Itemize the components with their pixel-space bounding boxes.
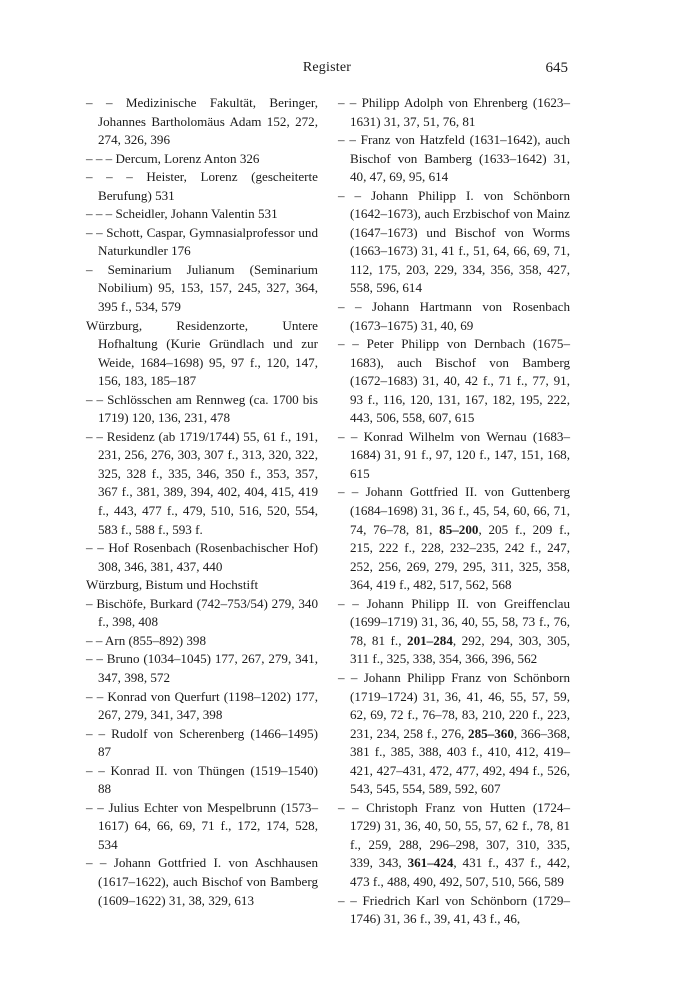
index-entry xyxy=(338,892,570,929)
main-reference-pages: 85–200 xyxy=(439,521,479,537)
index-entry xyxy=(86,799,318,855)
main-reference-pages: 201–284 xyxy=(407,632,453,648)
index-entry-text: – – Medizinische Fakultät, Beringer, Johannes Bartholomäus Adam 152, 272, 274, 326, 396 xyxy=(86,95,318,148)
index-entry xyxy=(86,854,318,910)
index-entry xyxy=(338,483,570,594)
index-entry xyxy=(338,799,570,892)
index-entry xyxy=(86,539,318,576)
index-entry-text: – – Friedrich Karl von Schönborn (1729–1746) 31, 36 f., 39, 41, 43 f., 46, xyxy=(338,892,570,927)
index-entry xyxy=(86,205,318,224)
index-entry xyxy=(86,391,318,428)
index-entry xyxy=(338,298,570,335)
index-entry xyxy=(86,428,318,539)
index-entry-text: – – Konrad von Querfurt (1198–1202) 177, 267, 279, 341, 347, 398 xyxy=(86,688,318,723)
index-entry-text: – – – Scheidler, Johann Valentin 531 xyxy=(86,206,278,222)
index-entry-text: – – Philipp Adolph von Ehrenberg (1623–1631) 31, 37, 51, 76, 81 xyxy=(338,95,570,129)
index-entry xyxy=(86,632,318,651)
index-entry xyxy=(338,595,570,669)
index-entry xyxy=(86,762,318,799)
index-entry-text: – – Bruno (1034–1045) 177, 267, 279, 341, 347, 398, 572 xyxy=(86,651,318,685)
index-entry-text: – – Franz von Hatzfeld (1631–1642), auch Bischof von Bamberg (1633–1642) 31, 40, 47, 69, 95, 614 xyxy=(338,132,570,185)
index-entry xyxy=(86,650,318,687)
index-entry-text: – – – Dercum, Lorenz Anton 326 xyxy=(86,150,260,166)
index-entry-text: Würzburg, Bistum und Hochstift xyxy=(86,577,259,593)
index-entry xyxy=(86,94,318,150)
index-entry-text: – – Konrad Wilhelm von Wernau (1683–1684) 31, 91 f., 97, 120 f., 147, 151, 168, 615 xyxy=(338,428,570,481)
index-entry-text: – – Johann Philipp II. von Greiffenclau (1699–1719) 31, 36, 40, 55, 58, 73 f., 76, 78, 81 f., xyxy=(338,595,570,648)
index-entry-text: , 431 f., 437 f., 442, 473 f., 488, 490, 492, 507, 510, 566, 589 xyxy=(350,855,570,889)
running-title: Register xyxy=(302,60,352,75)
index-entry-text: – – Johann Gottfried II. von Guttenberg (1684–1698) 31, 36 f., 45, 54, 60, 66, 71, 74, 76–78, 81, xyxy=(338,484,570,537)
index-entry-text: , 366–368, 381 f., 385, 388, 403 f., 410, 412, 419–421, 427–431, 472, 477, 492, 494 f., 526, 543, 545, 554, 589, 592, 607 xyxy=(350,725,570,797)
main-reference-pages: 361–424 xyxy=(407,855,454,871)
index-entry-text: – – Johann Gottfried I. von Aschhausen (1617–1622), auch Bischof von Bamberg (1609–1622) 31, 38, 329, 613 xyxy=(86,855,318,908)
index-entry-text: – – Johann Hartmann von Rosenbach (1673–1675) 31, 40, 69 xyxy=(338,299,570,333)
main-reference-pages: 285–360 xyxy=(468,725,514,741)
index-entry-text: – – Johann Philipp Franz von Schönborn (1719–1724) 31, 36, 41, 46, 55, 57, 59, 62, 69, 72 f., 76–78, 83, 210, 220 f., 223, 231, 234, 258 f., 276, xyxy=(338,669,570,741)
index-entry-text: , 205 f., 209 f., 215, 222 f., 228, 232–235, 242 f., 247, 252, 256, 269, 279, 295, 311, 325, 358, 364, 419 f., 482, 517, 562, 568 xyxy=(350,521,571,593)
index-entry-text: – – Johann Philipp I. von Schönborn (1642–1673), auch Erzbischof von Mainz (1647–1673) und Bischof von Worms (1663–1673) 31, 41 f., 51, 64, 66, 69, 71, 112, 175, 203, 229, 334, 356, 358, 427, 558, 596, 614 xyxy=(338,187,570,296)
index-entry xyxy=(338,131,570,187)
index-entry-text: – – – Heister, Lorenz (gescheiterte Berufung) 531 xyxy=(86,169,318,203)
index-entry xyxy=(86,576,318,595)
index-entry-text: Würzburg, Residenzorte, Untere Hofhaltung (Kurie Gründlach und zur Weide, 1684–1698) 95, 97 f., 120, 147, 156, 183, 185–187 xyxy=(86,317,318,389)
index-entry-text: – – Peter Philipp von Dernbach (1675–1683), auch Bischof von Bamberg (1672–1683) 31, 40, 42 f., 71 f., 77, 91, 93 f., 116, 120, 131, 167, 182, 195, 222, 443, 506, 558, 607, 615 xyxy=(338,336,570,426)
index-entry xyxy=(338,94,570,131)
index-entry xyxy=(338,187,570,298)
index-entry xyxy=(86,595,318,632)
index-entry-text: – – Schlösschen am Rennweg (ca. 1700 bis 1719) 120, 136, 231, 478 xyxy=(86,391,318,426)
index-column-right xyxy=(338,94,570,929)
index-column-left xyxy=(86,94,318,910)
index-entry-text: – Bischöfe, Burkard (742–753/54) 279, 340 f., 398, 408 xyxy=(86,595,318,630)
index-entry-text: – – Konrad II. von Thüngen (1519–1540) 88 xyxy=(86,762,318,797)
index-entry-text: – – Schott, Caspar, Gymnasialprofessor und Naturkundler 176 xyxy=(86,224,318,259)
index-entry-text: , 292, 294, 303, 305, 311 f., 325, 338, 354, 366, 396, 562 xyxy=(350,632,570,667)
index-entry xyxy=(86,688,318,725)
index-entry xyxy=(86,725,318,762)
index-entry-text: – Seminarium Julianum (Seminarium Nobilium) 95, 153, 157, 245, 327, 364, 395 f., 534, 579 xyxy=(86,261,318,315)
page-header xyxy=(86,60,568,82)
index-entry-text: – – Christoph Franz von Hutten (1724–1729) 31, 36, 40, 50, 55, 57, 62 f., 78, 81 f., 259, 288, 296–298, 307, 310, 335, 339, 343, xyxy=(338,799,570,871)
index-entry-text: – – Julius Echter von Mespelbrunn (1573–1617) 64, 66, 69, 71 f., 172, 174, 528, 534 xyxy=(86,799,318,852)
index-entry xyxy=(86,261,318,317)
index-entry-text: – – Hof Rosenbach (Rosenbachischer Hof) 308, 346, 381, 437, 440 xyxy=(86,540,318,574)
index-entry-text: – – Arn (855–892) 398 xyxy=(86,632,207,648)
index-entry xyxy=(86,168,318,205)
index-entry xyxy=(338,669,570,799)
index-entry xyxy=(338,428,570,484)
index-entry xyxy=(86,150,318,169)
index-entry-text: – – Rudolf von Scherenberg (1466–1495) 87 xyxy=(86,725,318,760)
index-entry-text: – – Residenz (ab 1719/1744) 55, 61 f., 191, 231, 256, 276, 303, 307 f., 313, 320, 322, 325, 328 f., 335, 346, 350 f., 353, 357, 367 f., 381, 389, 394, 402, 404, 415, 419 f., 443, 477 f., 479, 510, 516, 520, 554, 583 f., 588 f., 593 f. xyxy=(86,428,318,537)
index-entry xyxy=(338,335,570,428)
page-number: 645 xyxy=(545,60,568,76)
index-entry xyxy=(86,224,318,261)
index-entry xyxy=(86,317,318,391)
